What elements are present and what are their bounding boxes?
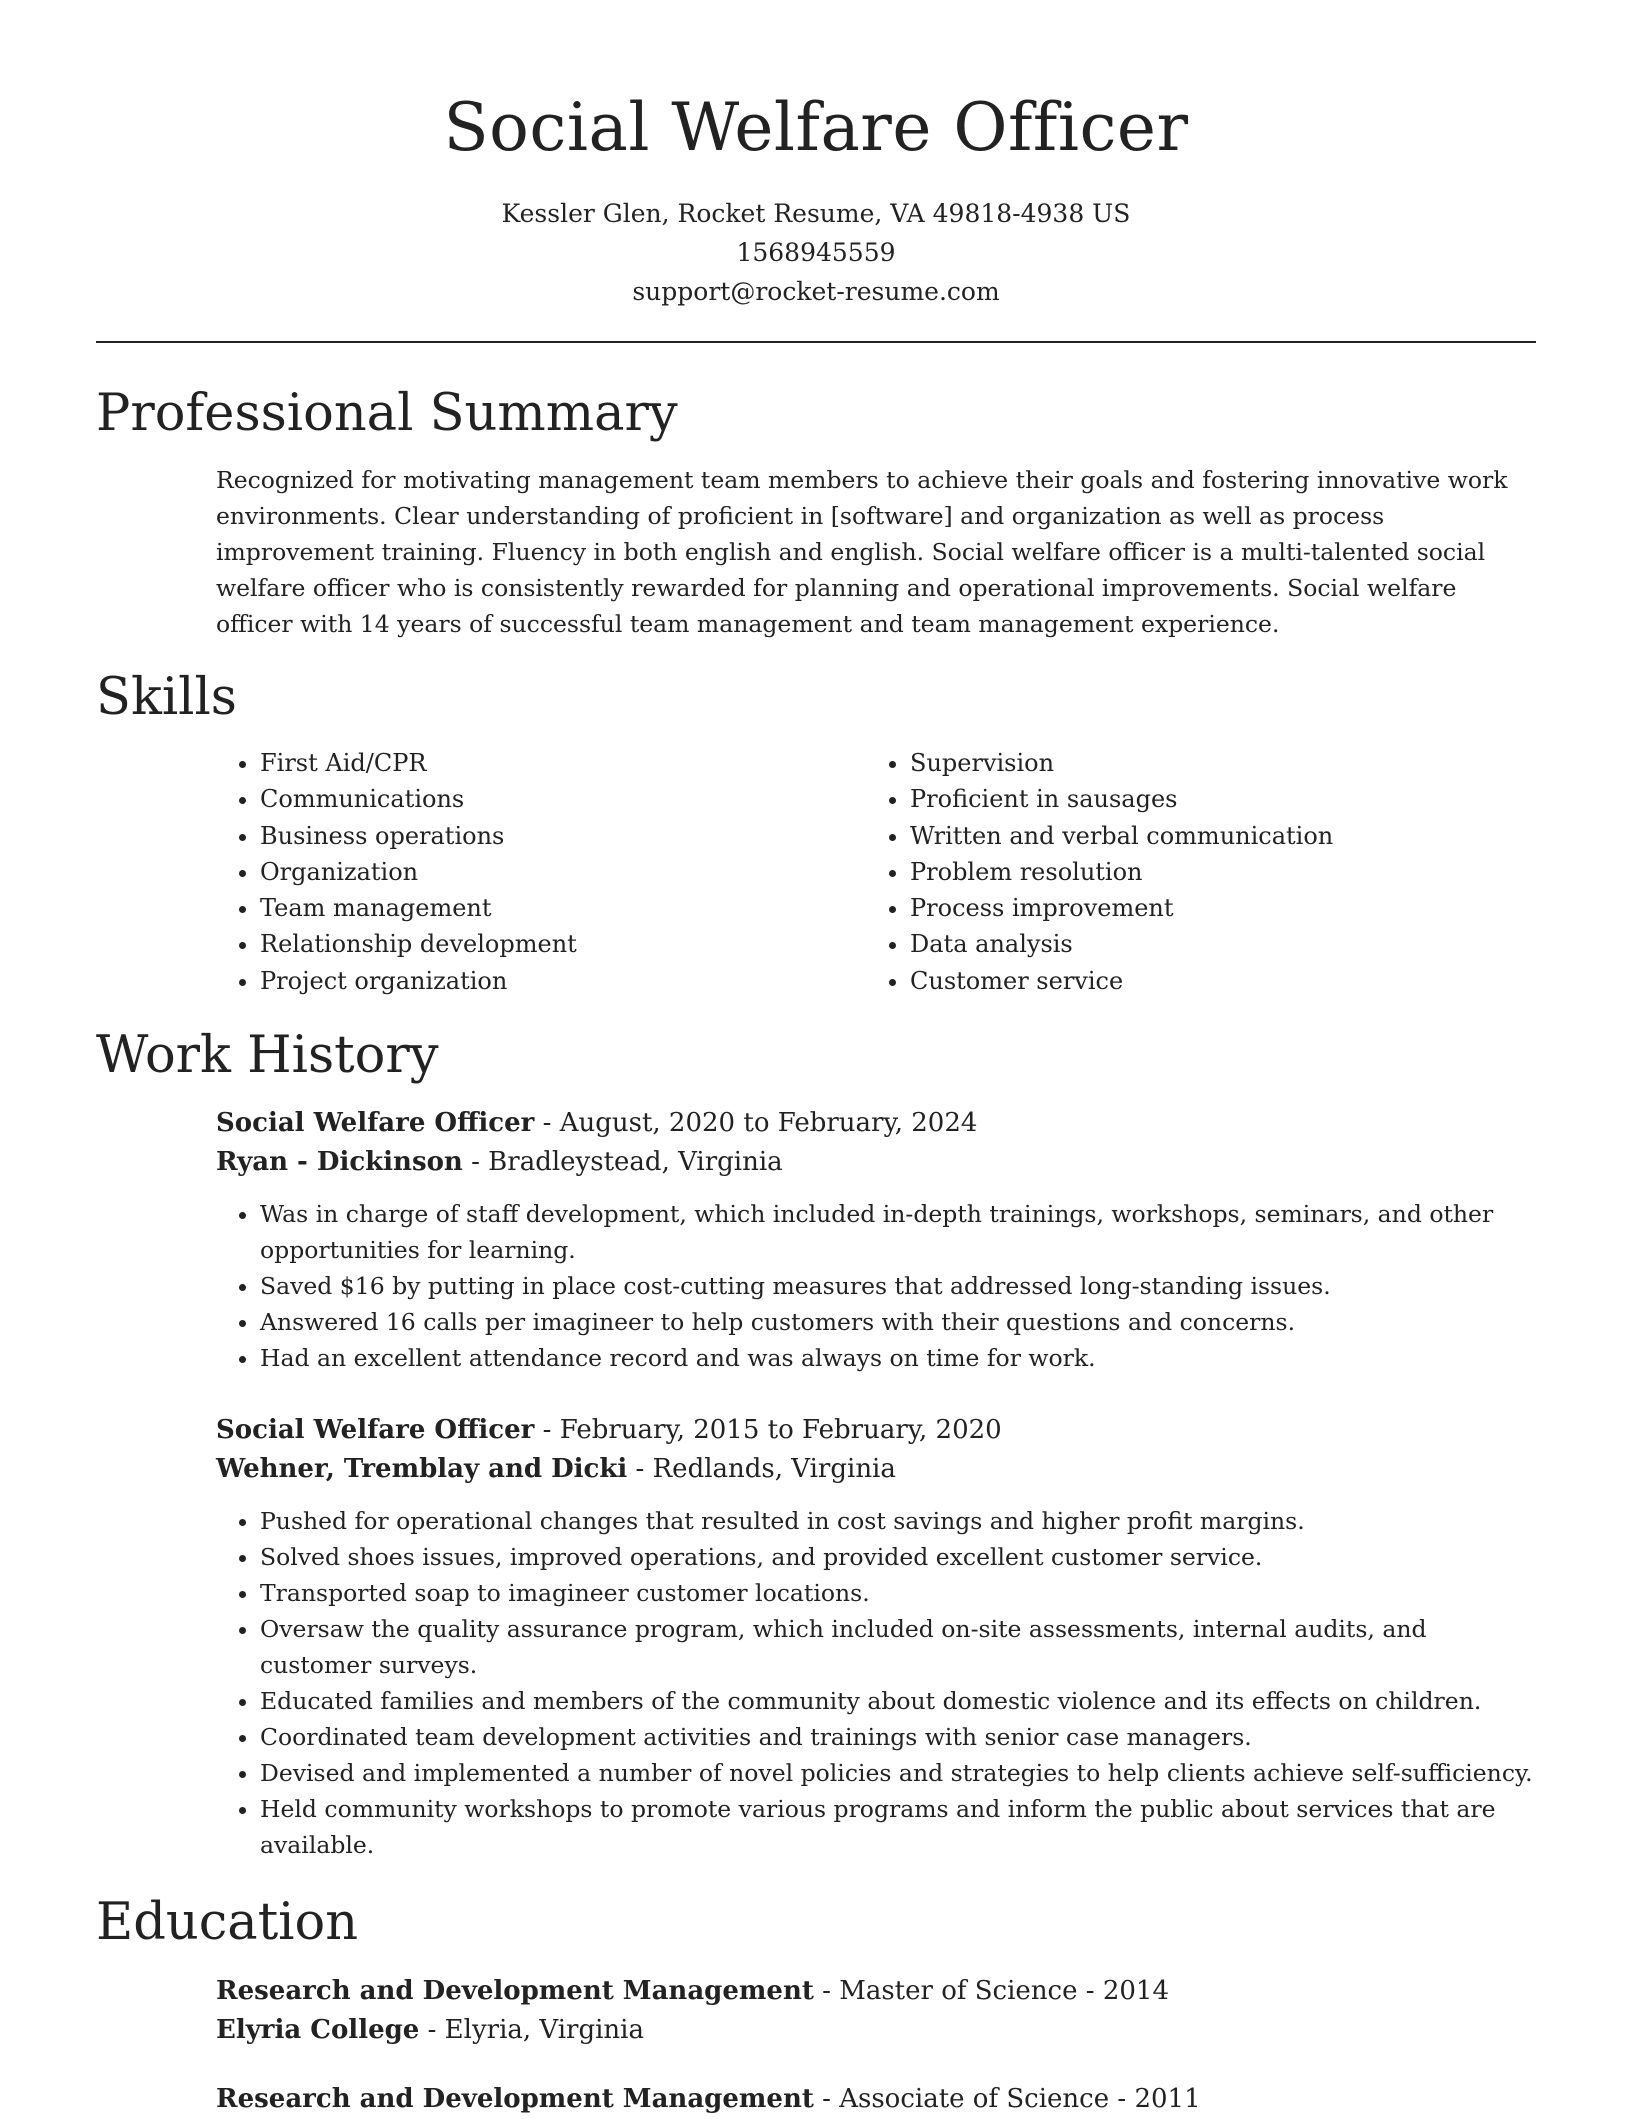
work-history-heading: Work History — [96, 1026, 439, 1085]
job-bullet: • Saved $16 by putting in place cost-cutting measures that addressed long-standing issues. — [260, 1268, 1536, 1304]
job-title-line: Social Welfare Officer - August, 2020 to February, 2024 — [216, 1108, 978, 1138]
skill-item: • Organization — [260, 854, 866, 890]
job-bullet: • Was in charge of staff development, which included in-depth trainings, workshops, seminars, and other opportunities for learning. — [260, 1196, 1536, 1268]
job-entry — [216, 1104, 1536, 1376]
contact-address: Kessler Glen, Rocket Resume, VA 49818-4938 US — [501, 199, 1131, 228]
summary-heading: Professional Summary — [96, 384, 678, 443]
skill-item: • Relationship development — [260, 926, 866, 962]
skills-column-left — [216, 745, 866, 999]
skills-column-right — [866, 745, 1333, 999]
education-heading: Education — [96, 1893, 359, 1952]
summary-text: Recognized for motivating management team members to achieve their goals and fostering innovative work environments. Clear understanding of proficient in [software] and organization as well as process improvement training. Fluency in both english and english. Social welfare officer is a multi-talented social welfare officer who is consistently rewarded for planning and operational improvements. Social welfare officer with 14 years of successful team management and team management experience. — [216, 466, 1508, 638]
job-bullet: • Solved shoes issues, improved operations, and provided excellent customer service. — [260, 1539, 1536, 1575]
job-bullet: • Educated families and members of the community about domestic violence and its effects on children. — [260, 1683, 1536, 1719]
education-degree-line: Research and Development Management - Associate of Science - 2011 — [216, 2084, 1201, 2114]
education-field: Research and Development Management — [216, 1976, 814, 2006]
job-company: Wehner, Tremblay and Dicki — [216, 1454, 628, 1484]
skill-item: • Business operations — [260, 818, 866, 854]
skill-item: • Problem resolution — [910, 854, 1333, 890]
skill-item: • Data analysis — [910, 926, 1333, 962]
job-role: Social Welfare Officer — [216, 1108, 535, 1138]
job-dates: August, 2020 to February, 2024 — [559, 1108, 978, 1138]
education-school-line: Elyria College - Elyria, Virginia — [216, 2015, 644, 2045]
job-location: Redlands, Virginia — [652, 1454, 896, 1484]
header-divider — [96, 341, 1536, 343]
job-bullet: • Had an excellent attendance record and was always on time for work. — [260, 1340, 1536, 1376]
skill-item: • Supervision — [910, 745, 1333, 781]
job-bullet: • Pushed for operational changes that resulted in cost savings and higher profit margins. — [260, 1503, 1536, 1539]
education-degree-line: Research and Development Management - Master of Science - 2014 — [216, 1976, 1170, 2006]
job-title-line: Social Welfare Officer - February, 2015 to February, 2020 — [216, 1415, 1002, 1445]
skill-item: • Customer service — [910, 963, 1333, 999]
education-school: Elyria College — [216, 2015, 420, 2045]
job-bullets — [216, 1196, 1536, 1376]
job-bullets — [216, 1503, 1536, 1863]
contact-info — [0, 194, 1632, 311]
candidate-name: Social Welfare Officer — [443, 89, 1189, 166]
job-bullet: • Devised and implemented a number of novel policies and strategies to help clients achieve self-sufficiency. — [260, 1755, 1536, 1791]
skill-item: • Project organization — [260, 963, 866, 999]
skill-item: • Process improvement — [910, 890, 1333, 926]
education-entry — [216, 1972, 1536, 2050]
education-entry — [216, 2080, 1536, 2119]
education-year: 2011 — [1134, 2084, 1201, 2114]
skill-item: • Communications — [260, 781, 866, 817]
job-bullet: • Oversaw the quality assurance program, which included on-site assessments, internal audits, and customer surveys. — [260, 1611, 1536, 1683]
job-bullet: • Transported soap to imagineer customer locations. — [260, 1575, 1536, 1611]
contact-phone: 1568945559 — [736, 238, 896, 267]
job-bullet: • Answered 16 calls per imagineer to help customers with their questions and concerns. — [260, 1304, 1536, 1340]
education-degree: Associate of Science — [839, 2084, 1110, 2114]
skills-heading: Skills — [96, 668, 237, 727]
job-bullet: • Coordinated team development activities and trainings with senior case managers. — [260, 1719, 1536, 1755]
job-location: Bradleystead, Virginia — [488, 1147, 783, 1177]
skill-item: • Written and verbal communication — [910, 818, 1333, 854]
job-company-line: Wehner, Tremblay and Dicki - Redlands, Virginia — [216, 1454, 896, 1484]
skill-item: • Proficient in sausages — [910, 781, 1333, 817]
education-location: Elyria, Virginia — [444, 2015, 644, 2045]
education-year: 2014 — [1102, 1976, 1170, 2006]
contact-email: support@rocket-resume.com — [632, 277, 1000, 306]
education-field: Research and Development Management — [216, 2084, 814, 2114]
job-dates: February, 2015 to February, 2020 — [559, 1415, 1002, 1445]
job-role: Social Welfare Officer — [216, 1415, 535, 1445]
skill-item: • First Aid/CPR — [260, 745, 866, 781]
skill-item: • Team management — [260, 890, 866, 926]
education-degree: Master of Science — [839, 1976, 1078, 2006]
job-entry — [216, 1411, 1536, 1863]
job-bullet: • Held community workshops to promote various programs and inform the public about services that are available. — [260, 1791, 1536, 1863]
job-company-line: Ryan - Dickinson - Bradleystead, Virginia — [216, 1147, 783, 1177]
resume-header — [0, 0, 1632, 311]
skills-list — [216, 745, 1536, 999]
job-company: Ryan - Dickinson — [216, 1147, 463, 1177]
